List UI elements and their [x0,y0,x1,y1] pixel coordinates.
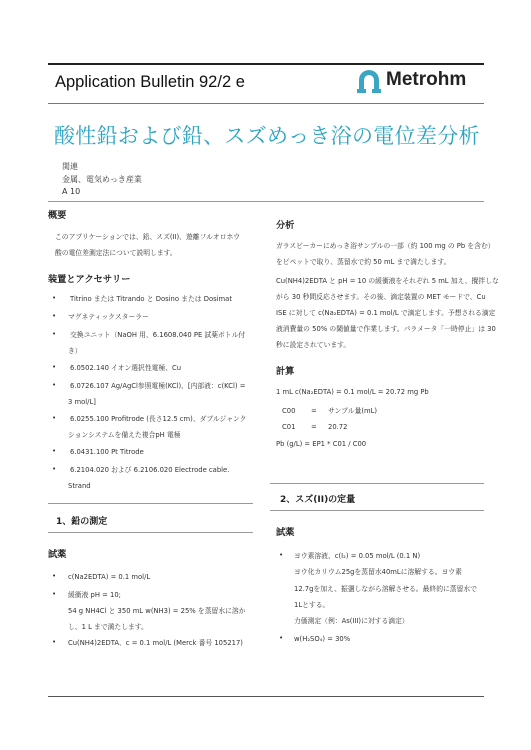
list-bullet: • [52,638,57,646]
c00-equals: = [311,407,317,415]
list-bullet: • [52,572,57,580]
equipment-item-5: 6.0726.107 Ag/AgCl参照電極(KCl)、[内部液：c(KCl) = [70,382,246,390]
reagent-item-2: 緩衝液 pH = 10; [68,591,121,599]
analysis-line-3: Cu(NH4)2EDTA と pH = 10 の緩衝液をそれぞれ 5 mL 加え、攪拌しな [276,277,499,285]
section1-rule [48,503,253,504]
section2-reagents-heading: 試薬 [276,527,295,538]
list-bullet: • [52,363,57,371]
reagent-item-3: Cu(NH4)2EDTA、c = 0.1 mol/L (Merck 番号 105217) [68,639,243,647]
analysis-line-4: がら 30 秒間反応させます。その後、滴定装置の MET モードで、Cu [276,293,486,301]
analysis-heading: 分析 [276,220,295,231]
iodine-titer: 力価測定（例：As(III)に対する滴定） [294,617,409,625]
c01-equals: = [311,423,317,431]
calculation-heading: 計算 [276,366,295,377]
calculation-formula: Pb (g/L) = EP1 * C01 / C00 [276,440,367,448]
reagent-item-1: c(Na2EDTA) = 0.1 mol/L [68,573,151,581]
list-bullet: • [52,590,57,598]
equipment-item-3: 交換ユニット（NaOH 用、6.1608.040 PE 試薬ボトル付 [70,331,246,339]
header-bottom-rule [48,103,484,104]
list-bullet: • [52,294,57,302]
meta-rule [48,201,484,202]
list-bullet: • [52,381,57,389]
list-bullet: • [279,634,284,642]
equipment-item-2: マグネティックスターラー [68,313,149,321]
calculation-equivalence: 1 mL c(Na₂EDTA) = 0.1 mol/L = 20.72 mg Pb [276,388,429,396]
meta-related: 関連 [62,162,78,171]
section1-reagents-heading: 試薬 [48,549,67,560]
equipment-item-3-cont: き） [68,347,82,355]
meta-code: A 10 [62,187,81,196]
metrohm-logo [356,68,486,96]
section1-title: 1、鉛の測定 [56,517,108,527]
summary-line-1: このアプリケーションでは、鉛、スズ(II)、遊離フルオロホウ [55,233,241,241]
equipment-item-1: Titrino または Titrando と Dosino または Dosimat [70,295,232,303]
analysis-line-1: ガラスビーカーにめっき浴サンプルの一部（約 100 mg の Pb を含む） [276,242,495,250]
summary-line-2: 酸の電位差測定法について説明します。 [55,249,177,257]
analysis-line-7: 秒に設定されています。 [276,341,351,349]
sulfuric-acid: w(H₂SO₄) = 30% [294,635,351,643]
section2-rule-bottom [270,510,484,511]
c00-name: C00 [282,407,296,415]
iodine-solution: ヨウ素溶液、c(I₂) = 0.05 mol/L (0.1 N) [294,552,421,560]
reagent-item-2-line3: し、1 L まで満たします。 [68,623,148,631]
analysis-line-6: 液消費量の 50% の閾値量で作業します。パラメータ「一時停止」は 30 [276,325,496,333]
analysis-line-5: ISE に対して c(Na₂EDTA) = 0.1 mol/L で滴定します。予想される滴定 [276,309,496,317]
analysis-line-2: をピペットで取り、蒸留水で約 50 mL まで満たします。 [276,258,451,266]
iodine-prep-line-2: 12.7gを加え、振盪しながら溶解させる。最終的に蒸留水で [294,585,477,593]
summary-heading: 概要 [48,210,67,221]
footer-rule [48,696,484,697]
reagent-item-2-line2: 54 g NH4Cl と 350 mL w(NH3) = 25% を蒸留水に溶か [68,607,246,615]
equipment-item-7: 6.0431.100 Pt Titrode [70,448,144,456]
equipment-heading: 装置とアクセサリー [48,274,131,285]
list-bullet: • [52,447,57,455]
list-bullet: • [52,312,57,320]
c01-value: 20.72 [328,423,348,431]
list-bullet: • [52,330,57,338]
metrohm-logo-icon [356,68,382,94]
meta-industry: 金属、電気めっき産業 [62,175,142,184]
iodine-prep-line-3: 1Lとする。 [294,601,330,609]
c00-value: サンプル量(mL) [328,407,378,415]
list-bullet: • [279,551,284,559]
list-bullet: • [52,465,57,473]
equipment-item-8-cont: Strand [68,482,91,490]
logo-text: Metrohm [386,69,467,90]
section2-title: 2、スズ(II)の定量 [280,495,356,505]
list-bullet: • [52,414,57,422]
section2-rule [270,483,484,484]
equipment-item-6: 6.0255.100 Profitrode (長さ12.5 cm)、ダブルジャンク [70,415,247,423]
equipment-item-8: 6.2104.020 および 6.2106.020 Electrode cable. [70,466,230,474]
equipment-item-4: 6.0502.140 イオン選択性電極、Cu [70,364,182,372]
c01-name: C01 [282,423,296,431]
section1-rule-bottom [48,532,253,533]
iodine-prep-line-1: ヨウ化カリウム25gを蒸留水40mLに溶解する。ヨウ素 [294,568,462,576]
bulletin-number: Application Bulletin 92/2 e [55,73,245,91]
page-title: 酸性鉛および鉛、スズめっき浴の電位差分析 [54,124,480,148]
header-top-rule [48,63,484,65]
equipment-item-5-cont: 3 mol/L] [68,398,96,406]
equipment-item-6-cont: ションシステムを備えた複合pH 電極 [68,431,181,439]
